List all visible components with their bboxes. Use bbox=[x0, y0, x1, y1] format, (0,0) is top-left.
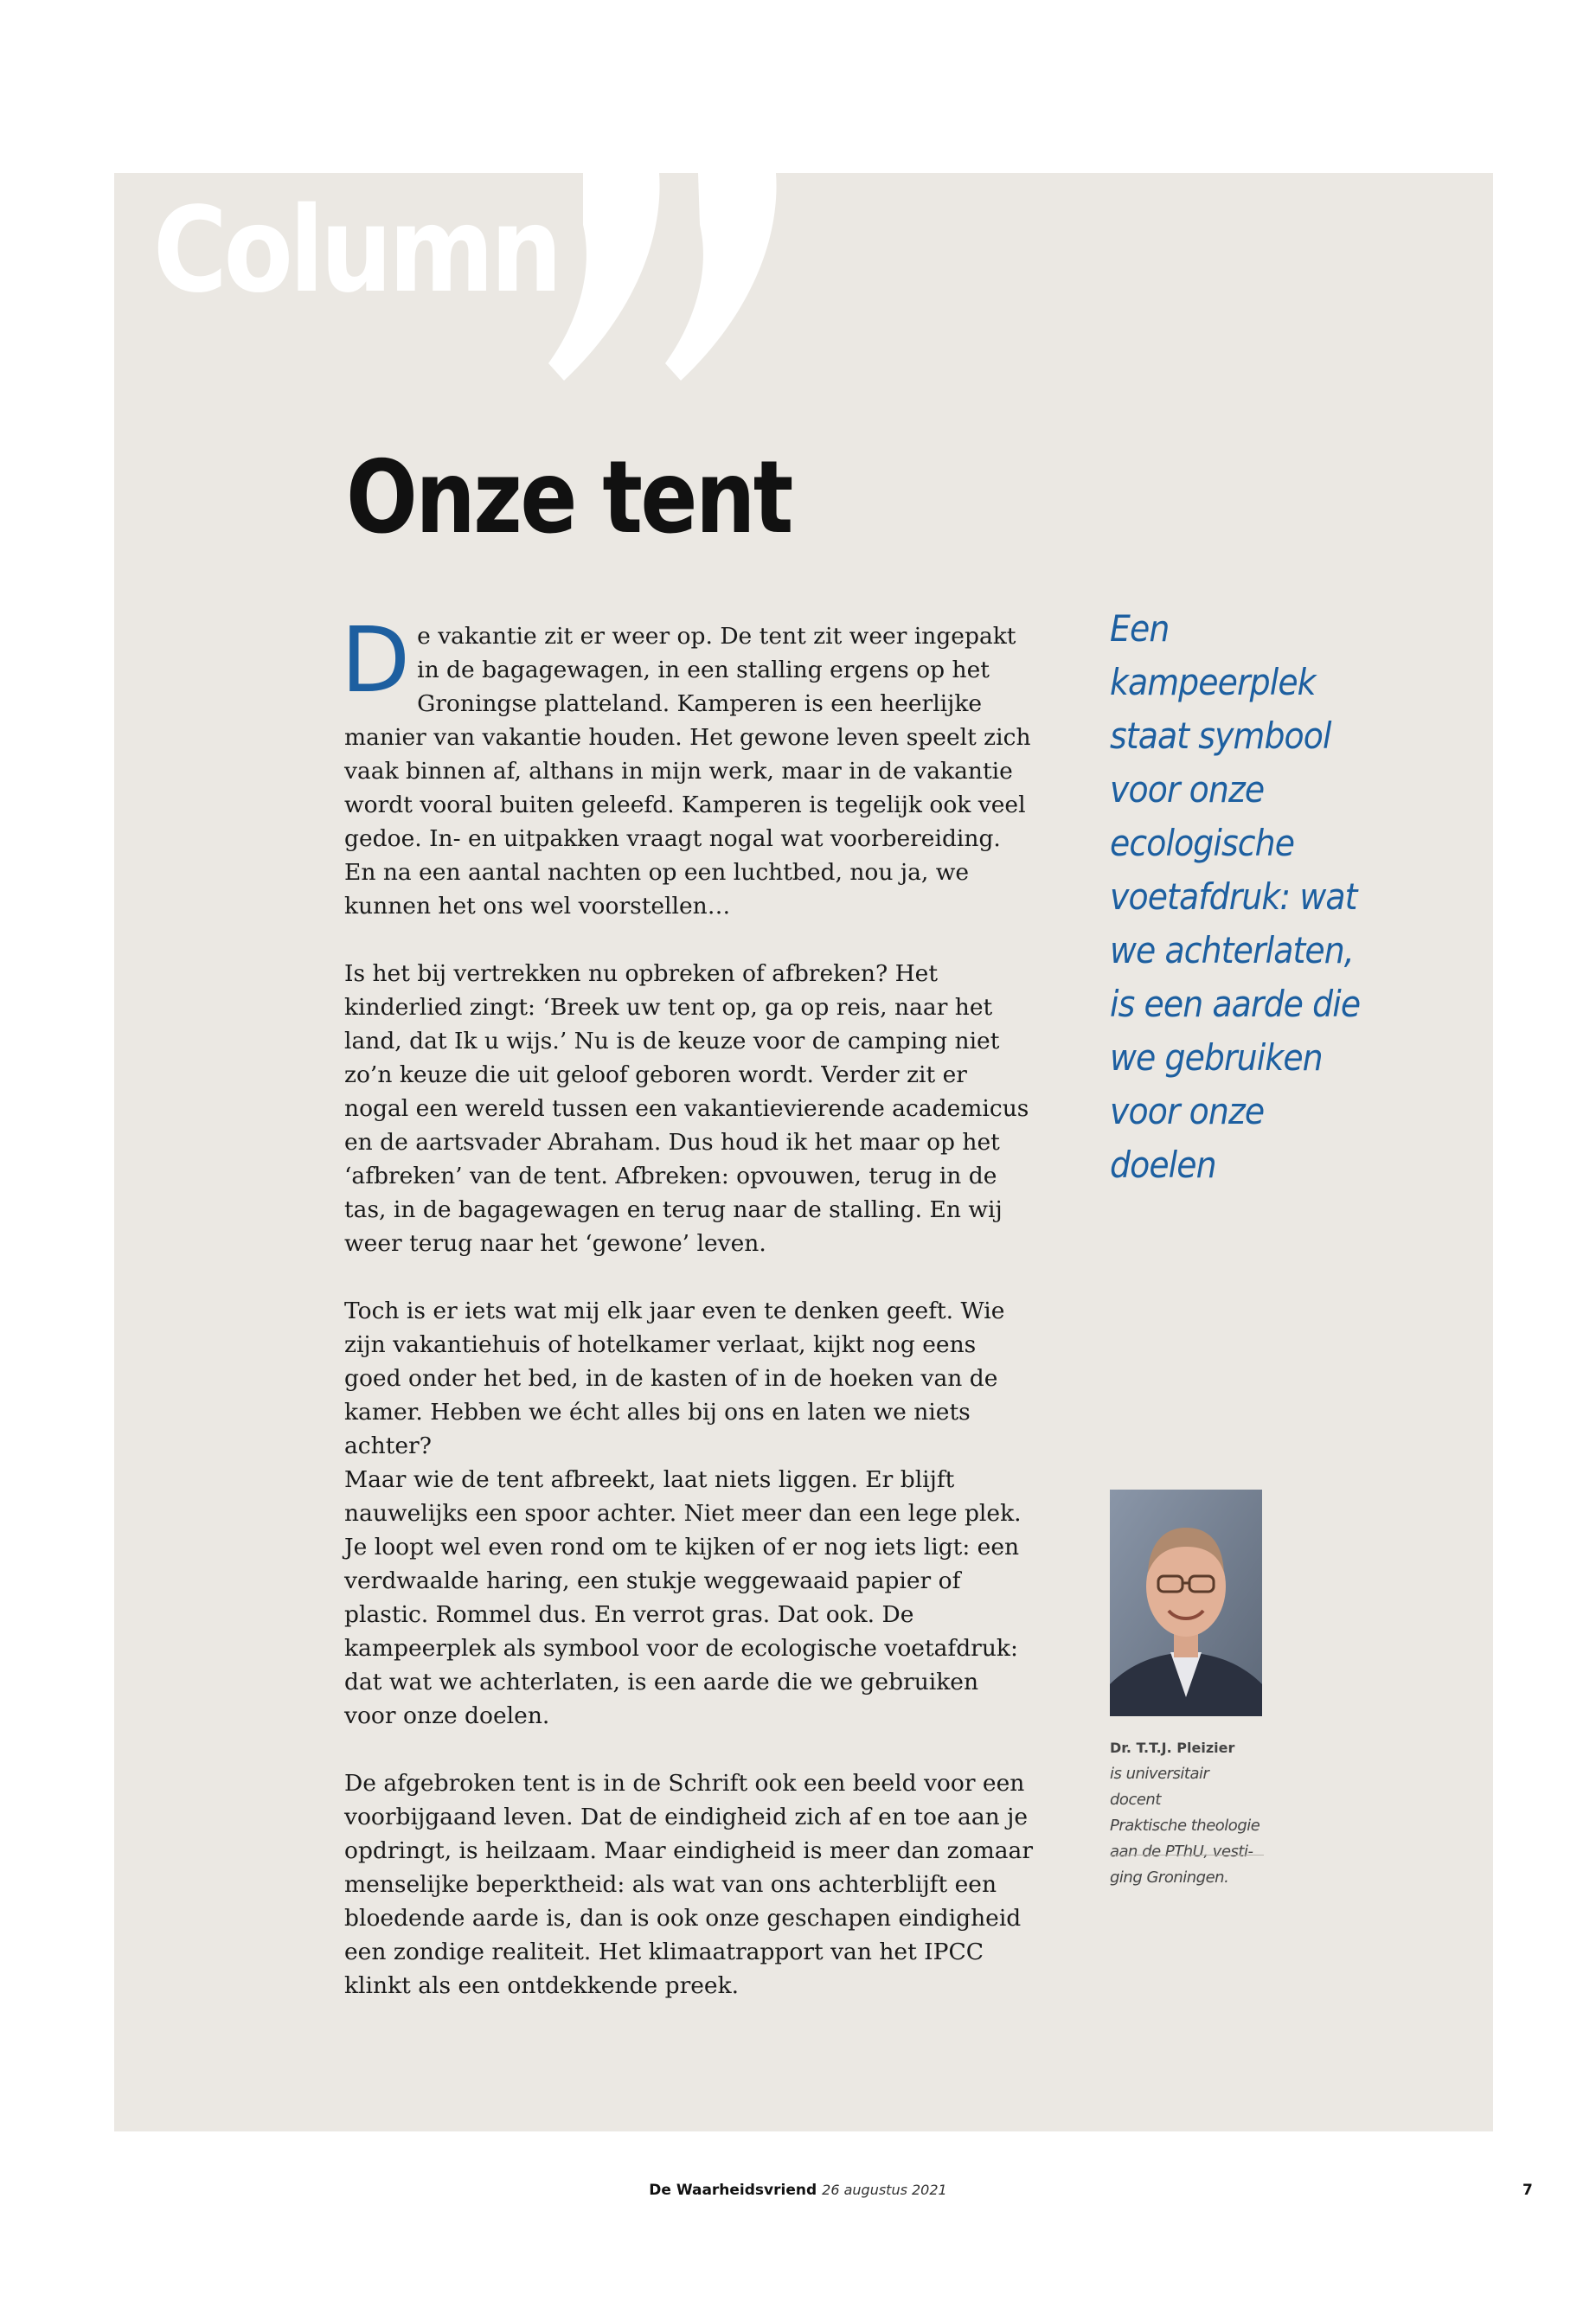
article-paragraph-2: Is het bij vertrekken nu opbreken of afbreken? Het kinderlied zingt: ‘Breek uw tent op, ga op reis, naar het land, dat Ik u wijs.’ Nu is de keuze voor de camping niet zo’n keuze die uit geloof geboren wordt. Verder zit er nogal een wereld tussen een vakantievierende academicus en de aartsvader Abraham. Dus houd ik het maar op het ‘afbreken’ van de tent. Afbreken: opvouwen, terug in de tas, in de bagagewagen en terug naar de stalling. En wij weer terug naar het ‘gewone’ leven. bbox=[344, 960, 1029, 1257]
pull-quote-line: staat symbool bbox=[1110, 715, 1331, 757]
publication-name: De Waarheidsvriend bbox=[649, 2182, 817, 2199]
page-number: 7 bbox=[1522, 2182, 1533, 2199]
pull-quote-line: voor onze bbox=[1110, 768, 1265, 811]
author-role-line: ging Groningen. bbox=[1110, 1868, 1229, 1887]
author-bio bbox=[1110, 1735, 1264, 1891]
pull-quote bbox=[1110, 602, 1361, 1192]
pull-quote-line: we achterlaten, bbox=[1110, 929, 1354, 971]
article-body bbox=[341, 607, 1036, 2036]
article-paragraph-4: Maar wie de tent afbreekt, laat niets liggen. Er blijft nauwelijks een spoor achter. Niet meer dan een lege plek. Je loopt wel even rond om te kijken of er nog iets ligt: een verdwaalde haring, een stukje weggewaaid papier of plastic. Rommel dus. En verrot gras. Dat ook. De kampeerplek als symbool voor de ecologische voetafdruk: dat wat we achterlaten, is een aarde die we gebruiken voor onze doelen. bbox=[344, 1466, 1022, 1729]
author-role-line: Praktische theologie bbox=[1110, 1817, 1260, 1835]
pull-quote-line: doelen bbox=[1110, 1144, 1216, 1186]
pull-quote-line: kampeerplek bbox=[1110, 661, 1316, 703]
section-label: Column bbox=[153, 183, 559, 319]
pull-quote-line: voor onze bbox=[1110, 1090, 1265, 1132]
footer-credit bbox=[0, 2182, 1596, 2199]
quote-mark-icon bbox=[529, 173, 824, 381]
article-paragraph-1: De vakantie zit er weer op. De tent zit weer ingepakt in de bagagewagen, in een stalling ergens op het Groningse platteland. Kamperen is een heerlijke manier van vakantie houden. Het gewone leven speelt zich vaak binnen af, althans in mijn werk, maar in de vakantie wordt vooral buiten geleefd. Kamperen is tegelijk ook veel gedoe. In- en uitpakken vraagt nogal wat voorbereiding. En na een aantal nachten op een luchtbed, nou ja, we kunnen het ons wel voorstellen… bbox=[341, 607, 1031, 920]
pull-quote-line: ecologische bbox=[1110, 822, 1295, 864]
drop-cap: D bbox=[341, 607, 411, 713]
article-headline: Onze tent bbox=[346, 439, 792, 556]
article-paragraph-5: De afgebroken tent is in de Schrift ook een beeld voor een voorbijgaand leven. Dat de eindigheid zich af en toe aan je opdringt, is heilzaam. Maar eindigheid is meer dan zomaar menselijke beperktheid: als wat van ons achterblijft een bloedende aarde is, dan is ook onze geschapen eindigheid een zondige realiteit. Het klimaatrapport van het IPCC klinkt als een ontdekkende preek. bbox=[344, 1770, 1033, 1999]
article-paragraph-3: Toch is er iets wat mij elk jaar even te denken geeft. Wie zijn vakantiehuis of hotelkamer verlaat, kijkt nog eens goed onder het bed, in de kasten of in de hoeken van de kamer. Hebben we écht alles bij ons en laten we niets achter? bbox=[344, 1298, 1005, 1459]
pull-quote-line: Een bbox=[1110, 607, 1170, 650]
publication-date: 26 augustus 2021 bbox=[822, 2182, 947, 2198]
pull-quote-line: is een aarde die bbox=[1110, 983, 1361, 1025]
author-role-line: is universitair docent bbox=[1110, 1765, 1209, 1809]
pull-quote-line: voetafdruk: wat bbox=[1110, 875, 1357, 918]
bio-divider bbox=[1110, 1855, 1264, 1856]
pull-quote-line: we gebruiken bbox=[1110, 1036, 1323, 1079]
author-role-line: aan de PThU, vesti- bbox=[1110, 1843, 1253, 1861]
author-name: Dr. T.T.J. Pleizier bbox=[1110, 1740, 1235, 1756]
column-panel bbox=[114, 173, 1493, 2131]
author-photo bbox=[1110, 1490, 1262, 1716]
